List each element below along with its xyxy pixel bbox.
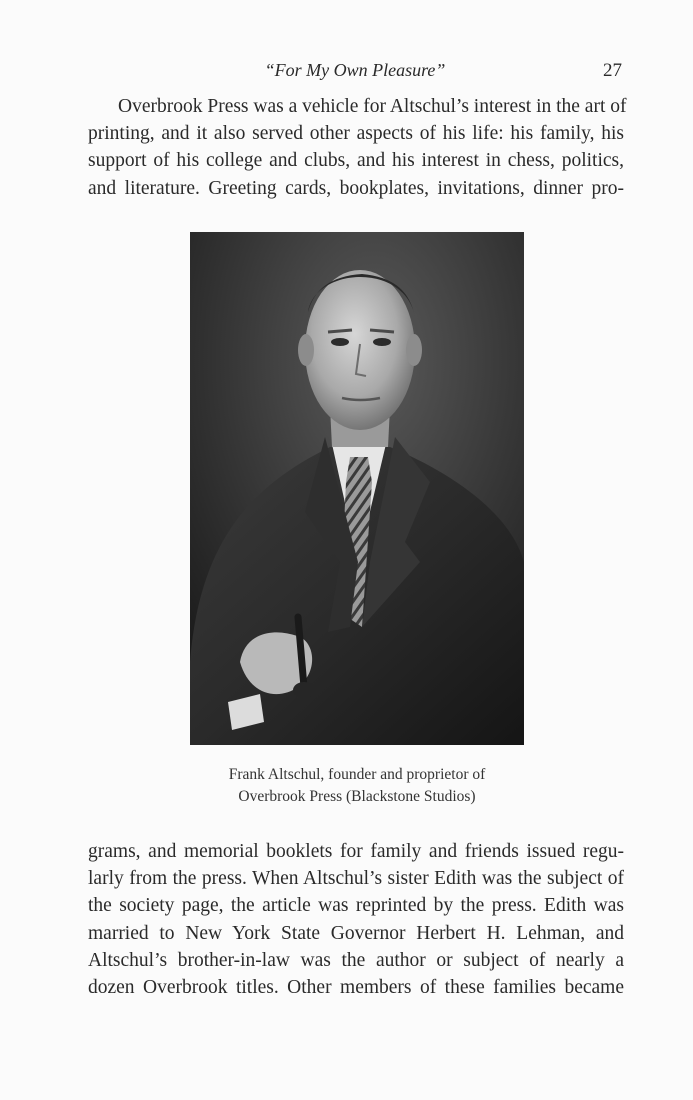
paragraph-line: and literature. Greeting cards, bookplates, invitations, dinner pro-	[88, 177, 624, 199]
paragraph-2	[88, 838, 624, 1001]
paragraph-line: support of his college and clubs, and his interest in chess, politics,	[88, 150, 624, 172]
figure-caption	[150, 764, 564, 808]
paragraph-line: Altschul’s brother-in-law was the author or subject of nearly a	[88, 949, 624, 971]
page-number: 27	[603, 60, 622, 81]
paragraph-line: larly from the press. When Altschul’s sister Edith was the subject of	[88, 868, 624, 890]
paragraph-line: printing, and it also served other aspects of his life: his family, his	[88, 123, 624, 145]
paragraph-line: grams, and memorial booklets for family and friends issued regu-	[88, 841, 624, 862]
running-header	[88, 60, 622, 86]
paragraph-1	[88, 93, 627, 202]
caption-line: Overbrook Press (Blackstone Studios)	[238, 788, 476, 805]
paragraph-line: married to New York State Governor Herbert H. Lehman, and	[88, 922, 624, 944]
portrait-photo-image	[190, 232, 524, 745]
paragraph-line: Overbrook Press was a vehicle for Altschul’s interest in the art of	[118, 96, 627, 117]
paragraph-line: the society page, the article was reprinted by the press. Edith was	[88, 895, 624, 917]
running-title: “For My Own Pleasure”	[264, 60, 446, 80]
caption-line: Frank Altschul, founder and proprietor of	[228, 766, 486, 783]
portrait-photograph	[190, 232, 524, 745]
paragraph-line: dozen Overbrook titles. Other members of these families became	[88, 977, 624, 999]
